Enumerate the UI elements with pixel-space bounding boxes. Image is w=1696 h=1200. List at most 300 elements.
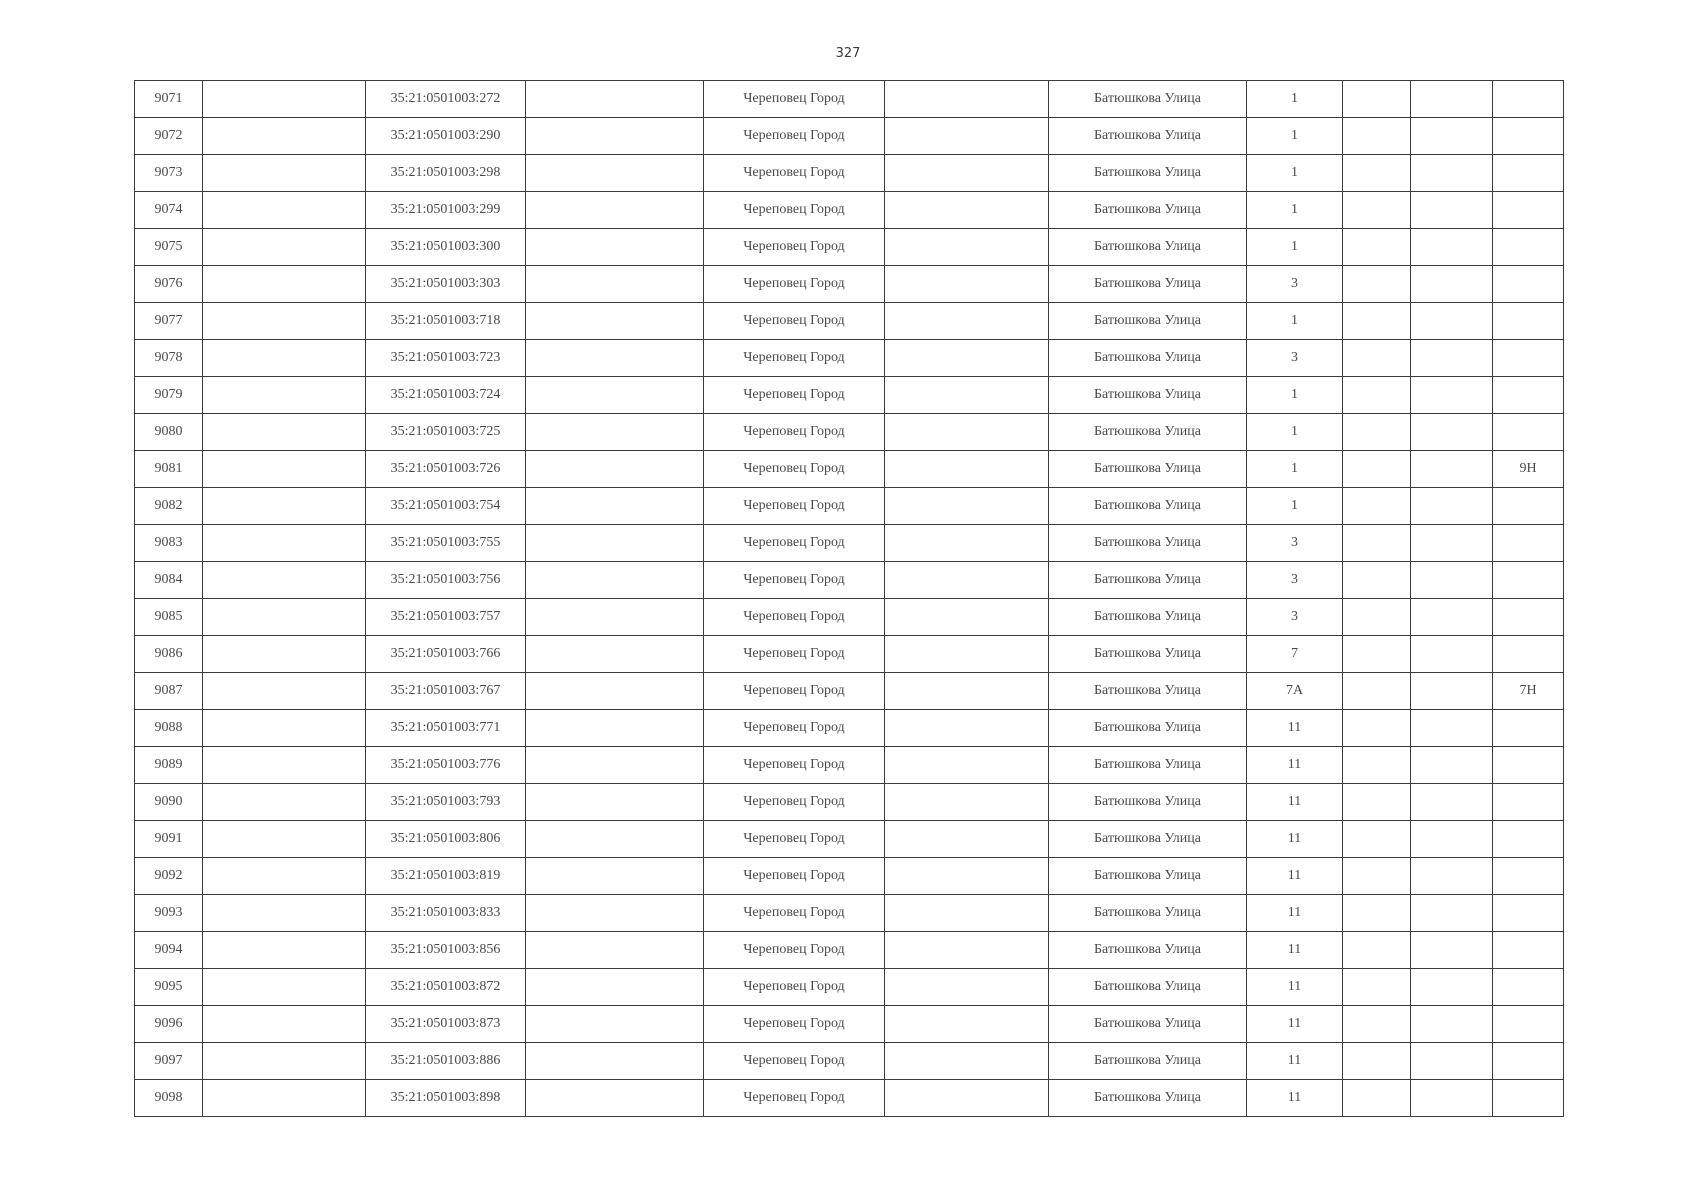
- street-cell: Батюшкова Улица: [1049, 340, 1247, 377]
- blank-cell: [885, 488, 1049, 525]
- blank-cell: [203, 525, 366, 562]
- blank-cell: [885, 377, 1049, 414]
- street-cell: Батюшкова Улица: [1049, 118, 1247, 155]
- blank-cell: [526, 340, 704, 377]
- blank-cell: [1411, 303, 1493, 340]
- blank-cell: [526, 710, 704, 747]
- apartment-cell: [1493, 229, 1564, 266]
- blank-cell: [885, 192, 1049, 229]
- street-cell: Батюшкова Улица: [1049, 81, 1247, 118]
- apartment-cell: [1493, 488, 1564, 525]
- blank-cell: [203, 81, 366, 118]
- cadastral-number-cell: 35:21:0501003:755: [366, 525, 526, 562]
- cadastral-number-cell: 35:21:0501003:290: [366, 118, 526, 155]
- blank-cell: [1343, 821, 1411, 858]
- blank-cell: [1343, 562, 1411, 599]
- cadastral-number-cell: 35:21:0501003:718: [366, 303, 526, 340]
- blank-cell: [526, 562, 704, 599]
- cadastral-number-cell: 35:21:0501003:724: [366, 377, 526, 414]
- street-cell: Батюшкова Улица: [1049, 710, 1247, 747]
- blank-cell: [203, 562, 366, 599]
- house-number-cell: 1: [1247, 81, 1343, 118]
- blank-cell: [1411, 155, 1493, 192]
- table-row: [135, 969, 1564, 1006]
- city-cell: Череповец Город: [704, 858, 885, 895]
- cadastral-number-cell: 35:21:0501003:757: [366, 599, 526, 636]
- blank-cell: [1411, 969, 1493, 1006]
- table-row: [135, 636, 1564, 673]
- row-number-cell: 9079: [135, 377, 203, 414]
- blank-cell: [203, 747, 366, 784]
- street-cell: Батюшкова Улица: [1049, 192, 1247, 229]
- blank-cell: [526, 1006, 704, 1043]
- cadastral-number-cell: 35:21:0501003:754: [366, 488, 526, 525]
- blank-cell: [1411, 673, 1493, 710]
- blank-cell: [526, 155, 704, 192]
- table-row: [135, 266, 1564, 303]
- table-row: [135, 118, 1564, 155]
- blank-cell: [526, 636, 704, 673]
- apartment-cell: [1493, 636, 1564, 673]
- blank-cell: [1343, 340, 1411, 377]
- blank-cell: [526, 266, 704, 303]
- cadastral-number-cell: 35:21:0501003:856: [366, 932, 526, 969]
- blank-cell: [203, 673, 366, 710]
- table-row: [135, 673, 1564, 710]
- table-row: [135, 858, 1564, 895]
- cadastral-number-cell: 35:21:0501003:299: [366, 192, 526, 229]
- city-cell: Череповец Город: [704, 81, 885, 118]
- blank-cell: [1411, 1043, 1493, 1080]
- table-row: [135, 599, 1564, 636]
- blank-cell: [1343, 118, 1411, 155]
- blank-cell: [1411, 525, 1493, 562]
- row-number-cell: 9081: [135, 451, 203, 488]
- city-cell: Череповец Город: [704, 710, 885, 747]
- blank-cell: [526, 118, 704, 155]
- blank-cell: [885, 895, 1049, 932]
- apartment-cell: [1493, 340, 1564, 377]
- apartment-cell: [1493, 562, 1564, 599]
- row-number-cell: 9073: [135, 155, 203, 192]
- row-number-cell: 9098: [135, 1080, 203, 1117]
- cadastral-number-cell: 35:21:0501003:272: [366, 81, 526, 118]
- blank-cell: [526, 784, 704, 821]
- table-row: [135, 821, 1564, 858]
- apartment-cell: [1493, 1043, 1564, 1080]
- cadastral-number-cell: 35:21:0501003:819: [366, 858, 526, 895]
- cadastral-number-cell: 35:21:0501003:833: [366, 895, 526, 932]
- row-number-cell: 9077: [135, 303, 203, 340]
- house-number-cell: 1: [1247, 192, 1343, 229]
- blank-cell: [1343, 266, 1411, 303]
- blank-cell: [203, 451, 366, 488]
- blank-cell: [885, 266, 1049, 303]
- blank-cell: [203, 858, 366, 895]
- table-row: [135, 525, 1564, 562]
- city-cell: Череповец Город: [704, 525, 885, 562]
- blank-cell: [526, 821, 704, 858]
- city-cell: Череповец Город: [704, 895, 885, 932]
- blank-cell: [203, 377, 366, 414]
- table-row: [135, 377, 1564, 414]
- apartment-cell: [1493, 599, 1564, 636]
- blank-cell: [1411, 895, 1493, 932]
- table-row: [135, 414, 1564, 451]
- table-row: [135, 1043, 1564, 1080]
- table-row: [135, 747, 1564, 784]
- apartment-cell: [1493, 821, 1564, 858]
- city-cell: Череповец Город: [704, 599, 885, 636]
- blank-cell: [1343, 784, 1411, 821]
- blank-cell: [885, 673, 1049, 710]
- row-number-cell: 9078: [135, 340, 203, 377]
- blank-cell: [1411, 414, 1493, 451]
- blank-cell: [1343, 377, 1411, 414]
- apartment-cell: [1493, 81, 1564, 118]
- house-number-cell: 11: [1247, 784, 1343, 821]
- blank-cell: [203, 710, 366, 747]
- blank-cell: [1411, 562, 1493, 599]
- blank-cell: [203, 266, 366, 303]
- house-number-cell: 1: [1247, 414, 1343, 451]
- blank-cell: [1343, 81, 1411, 118]
- cadastral-number-cell: 35:21:0501003:303: [366, 266, 526, 303]
- house-number-cell: 7: [1247, 636, 1343, 673]
- city-cell: Череповец Город: [704, 784, 885, 821]
- cadastral-number-cell: 35:21:0501003:886: [366, 1043, 526, 1080]
- blank-cell: [1343, 229, 1411, 266]
- city-cell: Череповец Город: [704, 932, 885, 969]
- registry-table: [134, 80, 1564, 1117]
- blank-cell: [1411, 1006, 1493, 1043]
- row-number-cell: 9090: [135, 784, 203, 821]
- blank-cell: [885, 599, 1049, 636]
- blank-cell: [203, 599, 366, 636]
- apartment-cell: [1493, 932, 1564, 969]
- blank-cell: [203, 1043, 366, 1080]
- apartment-cell: [1493, 1080, 1564, 1117]
- cadastral-number-cell: 35:21:0501003:756: [366, 562, 526, 599]
- street-cell: Батюшкова Улица: [1049, 969, 1247, 1006]
- row-number-cell: 9076: [135, 266, 203, 303]
- blank-cell: [526, 673, 704, 710]
- blank-cell: [1343, 895, 1411, 932]
- table-row: [135, 81, 1564, 118]
- blank-cell: [526, 229, 704, 266]
- street-cell: Батюшкова Улица: [1049, 784, 1247, 821]
- blank-cell: [203, 192, 366, 229]
- apartment-cell: 7Н: [1493, 673, 1564, 710]
- house-number-cell: 11: [1247, 1043, 1343, 1080]
- house-number-cell: 3: [1247, 340, 1343, 377]
- city-cell: Череповец Город: [704, 118, 885, 155]
- blank-cell: [526, 377, 704, 414]
- street-cell: Батюшкова Улица: [1049, 747, 1247, 784]
- apartment-cell: [1493, 895, 1564, 932]
- row-number-cell: 9080: [135, 414, 203, 451]
- house-number-cell: 1: [1247, 303, 1343, 340]
- blank-cell: [203, 784, 366, 821]
- house-number-cell: 11: [1247, 932, 1343, 969]
- blank-cell: [1343, 710, 1411, 747]
- row-number-cell: 9095: [135, 969, 203, 1006]
- house-number-cell: 1: [1247, 451, 1343, 488]
- blank-cell: [526, 747, 704, 784]
- cadastral-number-cell: 35:21:0501003:298: [366, 155, 526, 192]
- city-cell: Череповец Город: [704, 1043, 885, 1080]
- street-cell: Батюшкова Улица: [1049, 229, 1247, 266]
- table-row: [135, 932, 1564, 969]
- row-number-cell: 9071: [135, 81, 203, 118]
- blank-cell: [526, 895, 704, 932]
- table-row: [135, 303, 1564, 340]
- street-cell: Батюшкова Улица: [1049, 266, 1247, 303]
- cadastral-number-cell: 35:21:0501003:767: [366, 673, 526, 710]
- blank-cell: [1343, 636, 1411, 673]
- blank-cell: [1343, 1043, 1411, 1080]
- apartment-cell: [1493, 710, 1564, 747]
- house-number-cell: 1: [1247, 118, 1343, 155]
- table-body: [135, 81, 1564, 1117]
- house-number-cell: 1: [1247, 377, 1343, 414]
- table-row: [135, 155, 1564, 192]
- street-cell: Батюшкова Улица: [1049, 451, 1247, 488]
- row-number-cell: 9075: [135, 229, 203, 266]
- blank-cell: [526, 488, 704, 525]
- cadastral-number-cell: 35:21:0501003:766: [366, 636, 526, 673]
- blank-cell: [885, 303, 1049, 340]
- blank-cell: [885, 81, 1049, 118]
- blank-cell: [885, 1080, 1049, 1117]
- city-cell: Череповец Город: [704, 266, 885, 303]
- table-row: [135, 562, 1564, 599]
- blank-cell: [1411, 340, 1493, 377]
- row-number-cell: 9091: [135, 821, 203, 858]
- blank-cell: [1411, 599, 1493, 636]
- blank-cell: [526, 525, 704, 562]
- house-number-cell: 3: [1247, 562, 1343, 599]
- row-number-cell: 9097: [135, 1043, 203, 1080]
- cadastral-number-cell: 35:21:0501003:725: [366, 414, 526, 451]
- apartment-cell: [1493, 747, 1564, 784]
- row-number-cell: 9088: [135, 710, 203, 747]
- blank-cell: [1343, 488, 1411, 525]
- blank-cell: [1343, 747, 1411, 784]
- blank-cell: [1411, 710, 1493, 747]
- city-cell: Череповец Город: [704, 1080, 885, 1117]
- blank-cell: [885, 1006, 1049, 1043]
- city-cell: Череповец Город: [704, 562, 885, 599]
- blank-cell: [885, 636, 1049, 673]
- blank-cell: [526, 81, 704, 118]
- blank-cell: [526, 932, 704, 969]
- blank-cell: [1411, 451, 1493, 488]
- blank-cell: [1343, 969, 1411, 1006]
- blank-cell: [1411, 488, 1493, 525]
- apartment-cell: [1493, 155, 1564, 192]
- city-cell: Череповец Город: [704, 229, 885, 266]
- apartment-cell: [1493, 969, 1564, 1006]
- city-cell: Череповец Город: [704, 673, 885, 710]
- street-cell: Батюшкова Улица: [1049, 1080, 1247, 1117]
- blank-cell: [526, 599, 704, 636]
- table-row: [135, 895, 1564, 932]
- blank-cell: [885, 118, 1049, 155]
- blank-cell: [1411, 266, 1493, 303]
- row-number-cell: 9086: [135, 636, 203, 673]
- cadastral-number-cell: 35:21:0501003:872: [366, 969, 526, 1006]
- blank-cell: [203, 340, 366, 377]
- cadastral-number-cell: 35:21:0501003:793: [366, 784, 526, 821]
- blank-cell: [885, 525, 1049, 562]
- blank-cell: [1411, 932, 1493, 969]
- blank-cell: [203, 821, 366, 858]
- city-cell: Череповец Город: [704, 303, 885, 340]
- blank-cell: [1343, 858, 1411, 895]
- street-cell: Батюшкова Улица: [1049, 858, 1247, 895]
- blank-cell: [526, 192, 704, 229]
- blank-cell: [885, 858, 1049, 895]
- blank-cell: [526, 414, 704, 451]
- street-cell: Батюшкова Улица: [1049, 1006, 1247, 1043]
- city-cell: Череповец Город: [704, 414, 885, 451]
- row-number-cell: 9072: [135, 118, 203, 155]
- street-cell: Батюшкова Улица: [1049, 303, 1247, 340]
- blank-cell: [1411, 1080, 1493, 1117]
- city-cell: Череповец Город: [704, 155, 885, 192]
- house-number-cell: 3: [1247, 525, 1343, 562]
- table-row: [135, 1080, 1564, 1117]
- blank-cell: [1343, 932, 1411, 969]
- blank-cell: [203, 1006, 366, 1043]
- blank-cell: [203, 1080, 366, 1117]
- blank-cell: [885, 155, 1049, 192]
- blank-cell: [1411, 636, 1493, 673]
- street-cell: Батюшкова Улица: [1049, 488, 1247, 525]
- cadastral-number-cell: 35:21:0501003:300: [366, 229, 526, 266]
- row-number-cell: 9085: [135, 599, 203, 636]
- blank-cell: [1343, 1080, 1411, 1117]
- blank-cell: [885, 229, 1049, 266]
- apartment-cell: [1493, 377, 1564, 414]
- apartment-cell: [1493, 525, 1564, 562]
- apartment-cell: [1493, 414, 1564, 451]
- blank-cell: [203, 118, 366, 155]
- house-number-cell: 1: [1247, 229, 1343, 266]
- blank-cell: [1411, 229, 1493, 266]
- blank-cell: [203, 969, 366, 1006]
- cadastral-number-cell: 35:21:0501003:806: [366, 821, 526, 858]
- blank-cell: [885, 969, 1049, 1006]
- apartment-cell: [1493, 1006, 1564, 1043]
- row-number-cell: 9087: [135, 673, 203, 710]
- blank-cell: [203, 229, 366, 266]
- blank-cell: [526, 1043, 704, 1080]
- blank-cell: [1343, 599, 1411, 636]
- blank-cell: [1411, 858, 1493, 895]
- house-number-cell: 11: [1247, 1080, 1343, 1117]
- blank-cell: [526, 451, 704, 488]
- blank-cell: [1411, 192, 1493, 229]
- street-cell: Батюшкова Улица: [1049, 414, 1247, 451]
- table-row: [135, 192, 1564, 229]
- street-cell: Батюшкова Улица: [1049, 599, 1247, 636]
- street-cell: Батюшкова Улица: [1049, 1043, 1247, 1080]
- row-number-cell: 9084: [135, 562, 203, 599]
- blank-cell: [203, 303, 366, 340]
- street-cell: Батюшкова Улица: [1049, 636, 1247, 673]
- row-number-cell: 9093: [135, 895, 203, 932]
- house-number-cell: 1: [1247, 488, 1343, 525]
- blank-cell: [1411, 784, 1493, 821]
- cadastral-number-cell: 35:21:0501003:723: [366, 340, 526, 377]
- city-cell: Череповец Город: [704, 821, 885, 858]
- blank-cell: [1411, 821, 1493, 858]
- blank-cell: [1343, 192, 1411, 229]
- city-cell: Череповец Город: [704, 636, 885, 673]
- cadastral-number-cell: 35:21:0501003:776: [366, 747, 526, 784]
- blank-cell: [203, 895, 366, 932]
- blank-cell: [1343, 155, 1411, 192]
- city-cell: Череповец Город: [704, 1006, 885, 1043]
- blank-cell: [885, 1043, 1049, 1080]
- house-number-cell: 11: [1247, 1006, 1343, 1043]
- apartment-cell: [1493, 118, 1564, 155]
- house-number-cell: 11: [1247, 858, 1343, 895]
- house-number-cell: 3: [1247, 599, 1343, 636]
- table-row: [135, 229, 1564, 266]
- page-number: 327: [835, 46, 861, 61]
- city-cell: Череповец Город: [704, 969, 885, 1006]
- blank-cell: [1411, 377, 1493, 414]
- table-row: [135, 710, 1564, 747]
- apartment-cell: 9Н: [1493, 451, 1564, 488]
- house-number-cell: 11: [1247, 969, 1343, 1006]
- apartment-cell: [1493, 192, 1564, 229]
- city-cell: Череповец Город: [704, 192, 885, 229]
- city-cell: Череповец Город: [704, 377, 885, 414]
- city-cell: Череповец Город: [704, 488, 885, 525]
- blank-cell: [526, 858, 704, 895]
- house-number-cell: 11: [1247, 895, 1343, 932]
- city-cell: Череповец Город: [704, 340, 885, 377]
- house-number-cell: 11: [1247, 747, 1343, 784]
- blank-cell: [885, 562, 1049, 599]
- row-number-cell: 9083: [135, 525, 203, 562]
- city-cell: Череповец Город: [704, 747, 885, 784]
- street-cell: Батюшкова Улица: [1049, 155, 1247, 192]
- blank-cell: [885, 710, 1049, 747]
- blank-cell: [526, 969, 704, 1006]
- house-number-cell: 3: [1247, 266, 1343, 303]
- blank-cell: [885, 414, 1049, 451]
- blank-cell: [885, 821, 1049, 858]
- blank-cell: [1411, 118, 1493, 155]
- table-row: [135, 451, 1564, 488]
- street-cell: Батюшкова Улица: [1049, 525, 1247, 562]
- blank-cell: [203, 488, 366, 525]
- blank-cell: [885, 784, 1049, 821]
- row-number-cell: 9094: [135, 932, 203, 969]
- blank-cell: [203, 414, 366, 451]
- blank-cell: [203, 932, 366, 969]
- cadastral-number-cell: 35:21:0501003:771: [366, 710, 526, 747]
- cadastral-number-cell: 35:21:0501003:726: [366, 451, 526, 488]
- house-number-cell: 1: [1247, 155, 1343, 192]
- street-cell: Батюшкова Улица: [1049, 895, 1247, 932]
- blank-cell: [1343, 451, 1411, 488]
